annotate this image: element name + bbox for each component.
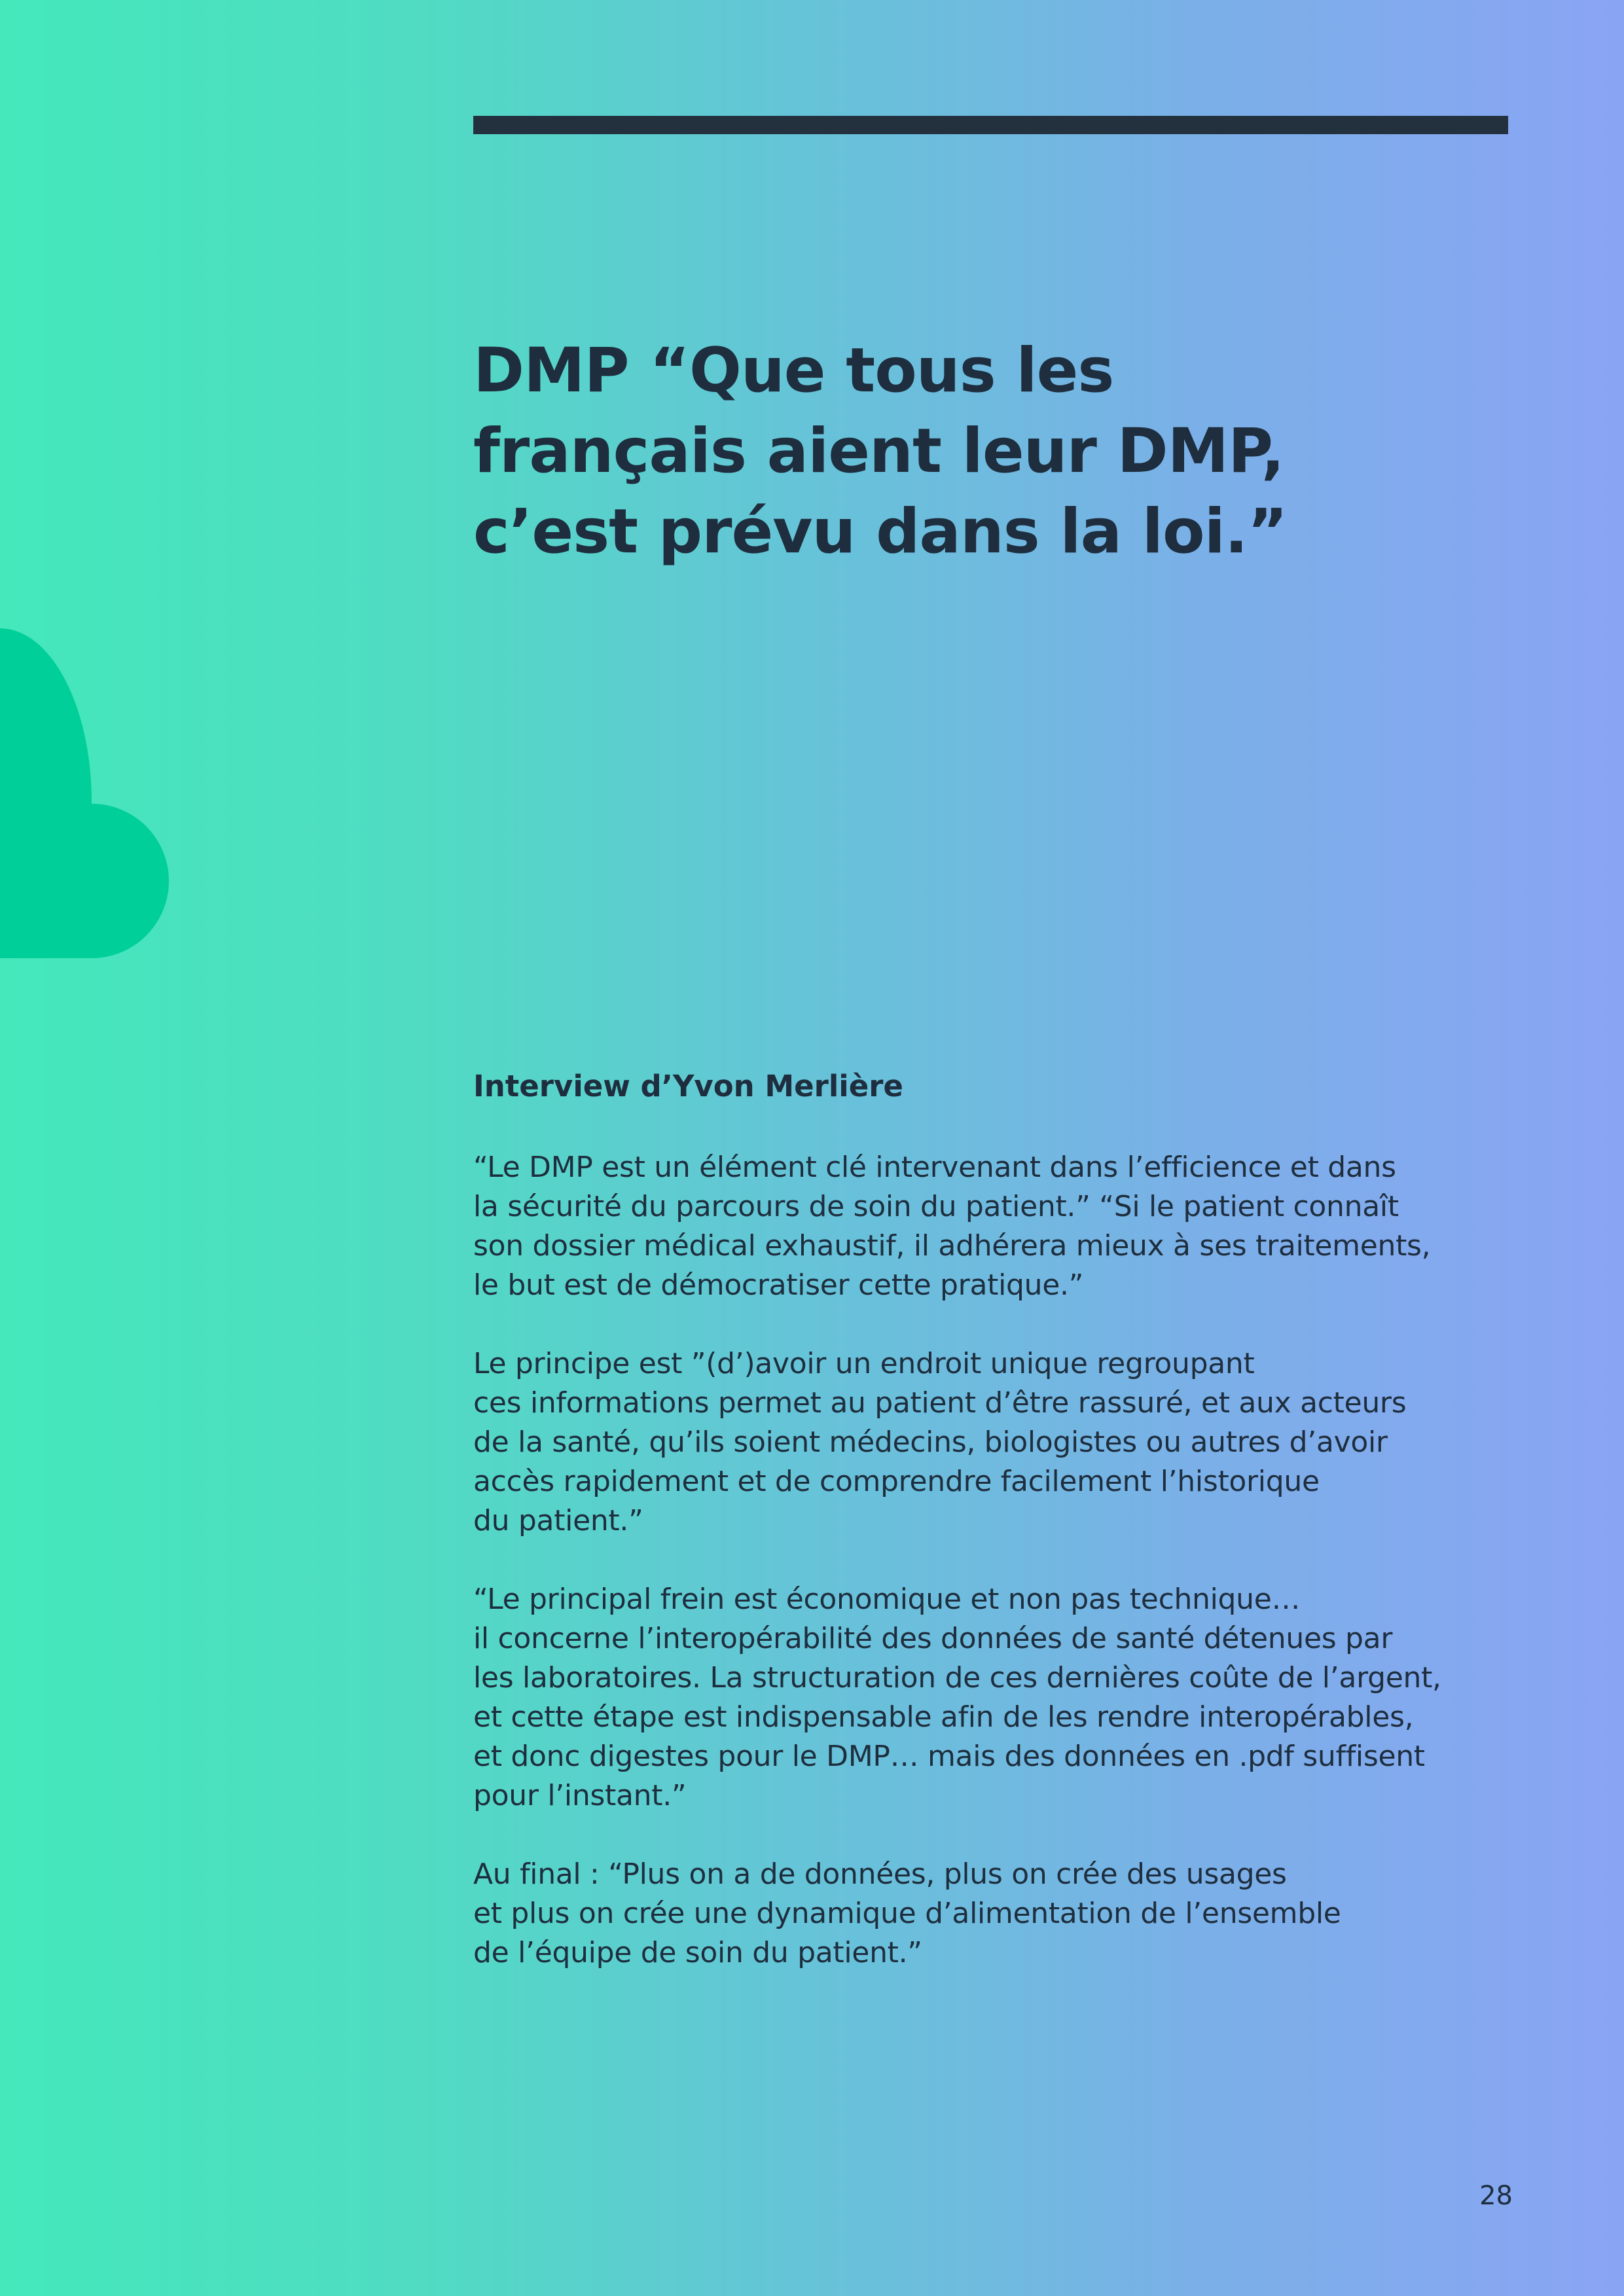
text-line: de la santé, qu’ils soient médecins, biologistes ou autres d’avoir xyxy=(473,1426,1388,1459)
text-line: et plus on crée une dynamique d’alimentation de l’ensemble xyxy=(473,1897,1341,1930)
top-rule xyxy=(473,116,1508,134)
text-line: le but est de démocratiser cette pratique.” xyxy=(473,1268,1084,1302)
interview-body xyxy=(473,1067,1494,2012)
headline-line: français aient leur DMP, xyxy=(473,416,1284,487)
text-line: “Le principal frein est économique et non pas technique… xyxy=(473,1583,1301,1616)
paragraph-4 xyxy=(473,1855,1494,1973)
text-line: Le principe est ”(d’)avoir un endroit unique regroupant xyxy=(473,1347,1255,1380)
headline-line: DMP “Que tous les xyxy=(473,335,1114,406)
headline-line: c’est prévu dans la loi.” xyxy=(473,496,1288,567)
text-line: pour l’instant.” xyxy=(473,1779,687,1812)
text-line: du patient.” xyxy=(473,1504,643,1537)
page-title xyxy=(473,331,1455,572)
text-line: de l’équipe de soin du patient.” xyxy=(473,1936,922,1969)
text-line: et donc digestes pour le DMP… mais des données en .pdf suffisent xyxy=(473,1740,1425,1773)
paragraph-1 xyxy=(473,1148,1494,1305)
text-line: et cette étape est indispensable afin de les rendre interopérables, xyxy=(473,1700,1414,1734)
page-number: 28 xyxy=(1479,2181,1513,2211)
text-line: la sécurité du parcours de soin du patient.” “Si le patient connaît xyxy=(473,1190,1399,1223)
paragraph-2 xyxy=(473,1344,1494,1541)
cloud-shape-icon xyxy=(0,628,170,962)
paragraph-3 xyxy=(473,1580,1494,1816)
text-line: accès rapidement et de comprendre facilement l’historique xyxy=(473,1465,1320,1498)
text-line: Au final : “Plus on a de données, plus on crée des usages xyxy=(473,1857,1287,1891)
interview-byline: Interview d’Yvon Merlière xyxy=(473,1069,903,1103)
text-line: les laboratoires. La structuration de ces dernières coûte de l’argent, xyxy=(473,1661,1441,1695)
text-line: “Le DMP est un élément clé intervenant dans l’efficience et dans xyxy=(473,1151,1396,1184)
text-line: ces informations permet au patient d’être rassuré, et aux acteurs xyxy=(473,1386,1407,1420)
text-line: son dossier médical exhaustif, il adhérera mieux à ses traitements, xyxy=(473,1229,1431,1263)
text-line: il concerne l’interopérabilité des données de santé détenues par xyxy=(473,1622,1393,1655)
